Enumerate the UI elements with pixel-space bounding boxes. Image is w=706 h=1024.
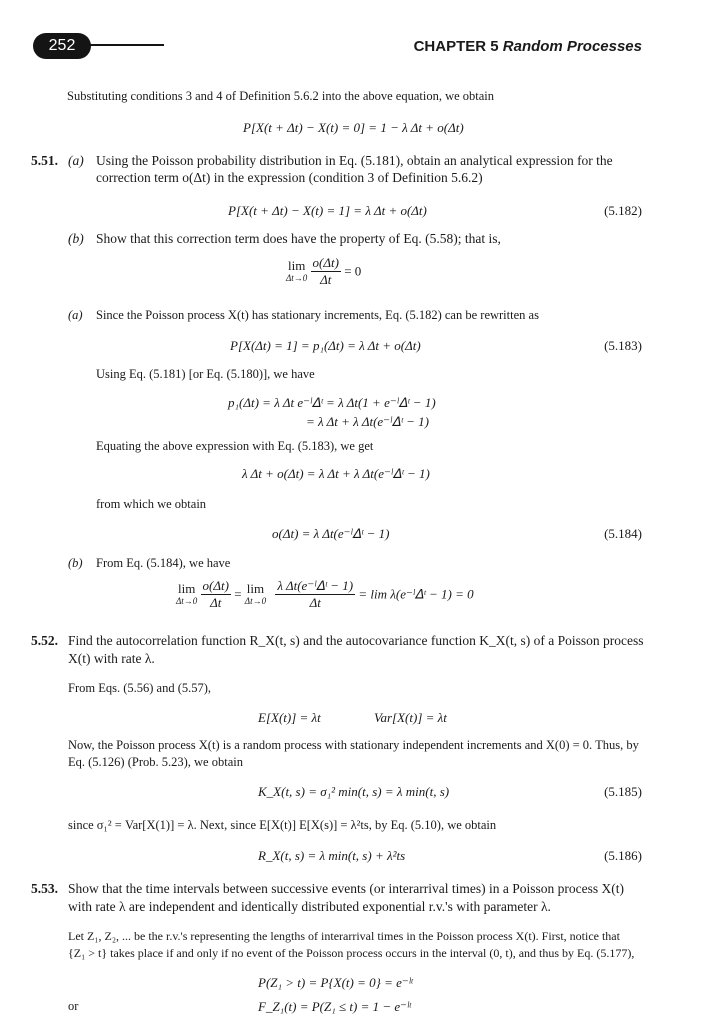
- chapter-label: CHAPTER 5: [413, 38, 499, 55]
- chapter-title: Random Processes: [502, 38, 642, 55]
- equation-5-184: o(Δt) = λ Δt(e⁻ˡᐃᵗ − 1): [272, 526, 390, 541]
- or-word: or: [68, 999, 79, 1013]
- now-text-2: Eq. (5.126) (Prob. 5.23), we obtain: [68, 755, 243, 769]
- problem-5-51-b-text: Show that this correction term does have the property of Eq. (5.58); that is,: [96, 231, 501, 246]
- equation-5-185: K_X(t, s) = σ₁² min(t, s) = λ min(t, s): [258, 784, 450, 799]
- equation-fz: F_Z₁(t) = P(Z₁ ≤ t) = 1 − e⁻ˡᵗ: [258, 999, 411, 1014]
- chapter-heading: [414, 38, 642, 55]
- intro-text: Substituting conditions 3 and 4 of Definition 5.6.2 into the above equation, we obtain: [67, 89, 495, 103]
- equation-pz: P(Z₁ > t) = P{X(t) = 0} = e⁻ˡᵗ: [258, 975, 413, 990]
- final-tail: = lim λ(e⁻ˡᐃᵗ − 1) = 0: [358, 586, 474, 602]
- limit-expression: [286, 255, 361, 288]
- final-limit-expression: lim Δt→0 $\frac{o(\Delta t)}{\Delta t}$ = lim Δt→0 $\frac{\text{λ Δt(e⁻ˡᐃᵗ − 1)}}{\Delta t}$ = lim λ(e⁻ˡᐃᵗ − 1) = 0: [176, 578, 474, 610]
- let-text-2: {Z₁ > t} takes place if and only if no event of the Poisson process occurs in the interval (0, t), and thus by Eq. (5.177),: [68, 946, 635, 960]
- solution-b-label: (b): [68, 556, 83, 570]
- final-lim-2: lim Δt→0: [244, 581, 267, 606]
- equation-number-5-186: (5.186): [604, 848, 642, 863]
- equation-5-183: P[X(Δt) = 1] = p₁(Δt) = λ Δt + o(Δt): [230, 338, 421, 353]
- equation-number-5-185: (5.185): [604, 784, 642, 799]
- problem-5-52-text-1: Find the autocorrelation function R_X(t, s) and the autocovariance function K_X(t, s) of a Poisson process: [68, 633, 644, 648]
- equation-equate: λ Δt + o(Δt) = λ Δt + λ Δt(e⁻ˡᐃᵗ − 1): [242, 466, 430, 481]
- final-lim-1: lim Δt→0: [176, 581, 198, 606]
- since-text: since σ₁² = Var[X(1)] = λ. Next, since E[X(t)] E[X(s)] = λ²ts, by Eq. (5.10), we obtain: [68, 818, 497, 832]
- problem-5-51-a-text-1: Using the Poisson probability distribution in Eq. (5.181), obtain an analytical expression for the: [96, 153, 613, 168]
- problem-number-5-53: 5.53.: [31, 881, 58, 896]
- page-number-badge: 252: [33, 33, 91, 59]
- equation-number-5-182: (5.182): [604, 203, 642, 218]
- problem-5-52-text-2: X(t) with rate λ.: [68, 651, 155, 666]
- problem-number-5-52: 5.52.: [31, 633, 58, 648]
- limit-fraction: $\frac{o(\Delta t)}{\Delta t}$: [312, 255, 339, 287]
- now-text-1: Now, the Poisson process X(t) is a random process with stationary independent increments and X(0) = 0. Thus, by: [68, 738, 639, 752]
- problem-number-5-51: 5.51.: [31, 153, 58, 168]
- let-text-1: Let Z₁, Z₂, ... be the r.v.'s representing the lengths of interarrival times in the Poisson process X(t). First, notice that: [68, 929, 620, 943]
- equation-number-5-184: (5.184): [604, 526, 642, 541]
- from-text: from which we obtain: [96, 497, 207, 511]
- using-text: Using Eq. (5.181) [or Eq. (5.180)], we have: [96, 367, 315, 381]
- solution-a-label: (a): [68, 308, 83, 322]
- solution-a-text: Since the Poisson process X(t) has stationary increments, Eq. (5.182) can be rewritten as: [96, 308, 539, 322]
- final-fraction-2: $\frac{\text{λ Δt(e⁻ˡᐃᵗ − 1)}}{\Delta t}$: [277, 578, 354, 610]
- problem-5-51-a-text-2: correction term o(Δt) in the expression (condition 3 of Definition 5.6.2): [96, 170, 483, 185]
- header-rule: [88, 44, 164, 46]
- equation-5-182: P[X(t + Δt) − X(t) = 1] = λ Δt + o(Δt): [228, 203, 427, 218]
- from-eqs-text: From Eqs. (5.56) and (5.57),: [68, 681, 212, 695]
- equation-variance: Var[X(t)] = λt: [374, 710, 447, 725]
- equation-5-186: R_X(t, s) = λ min(t, s) + λ²ts: [258, 848, 406, 863]
- solution-b-text: From Eq. (5.184), we have: [96, 556, 231, 570]
- equation-mean: E[X(t)] = λt: [258, 710, 321, 725]
- equation-p1-line-2: = λ Δt + λ Δt(e⁻ˡᐃᵗ − 1): [306, 414, 429, 429]
- final-fraction-1: $\frac{o(\Delta t)}{\Delta t}$: [202, 578, 229, 610]
- equation-p1-line-1: p₁(Δt) = λ Δt e⁻ˡᐃᵗ = λ Δt(1 + e⁻ˡᐃᵗ − 1): [228, 395, 436, 410]
- problem-5-53-text-2: with rate λ are independent and identically distributed exponential r.v.'s with parameter λ.: [68, 899, 551, 914]
- equating-text: Equating the above expression with Eq. (5.183), we get: [96, 439, 374, 453]
- equation-number-5-183: (5.183): [604, 338, 642, 353]
- intro-equation: P[X(t + Δt) − X(t) = 0] = 1 − λ Δt + o(Δt): [243, 120, 464, 135]
- limit-rhs: = 0: [344, 263, 362, 279]
- part-b-label: (b): [68, 231, 84, 246]
- lim-operator: lim Δt→0: [286, 258, 308, 283]
- problem-5-53-text-1: Show that the time intervals between successive events (or interarrival times) in a Poisson process X(t): [68, 881, 624, 896]
- part-a-label: (a): [68, 153, 84, 168]
